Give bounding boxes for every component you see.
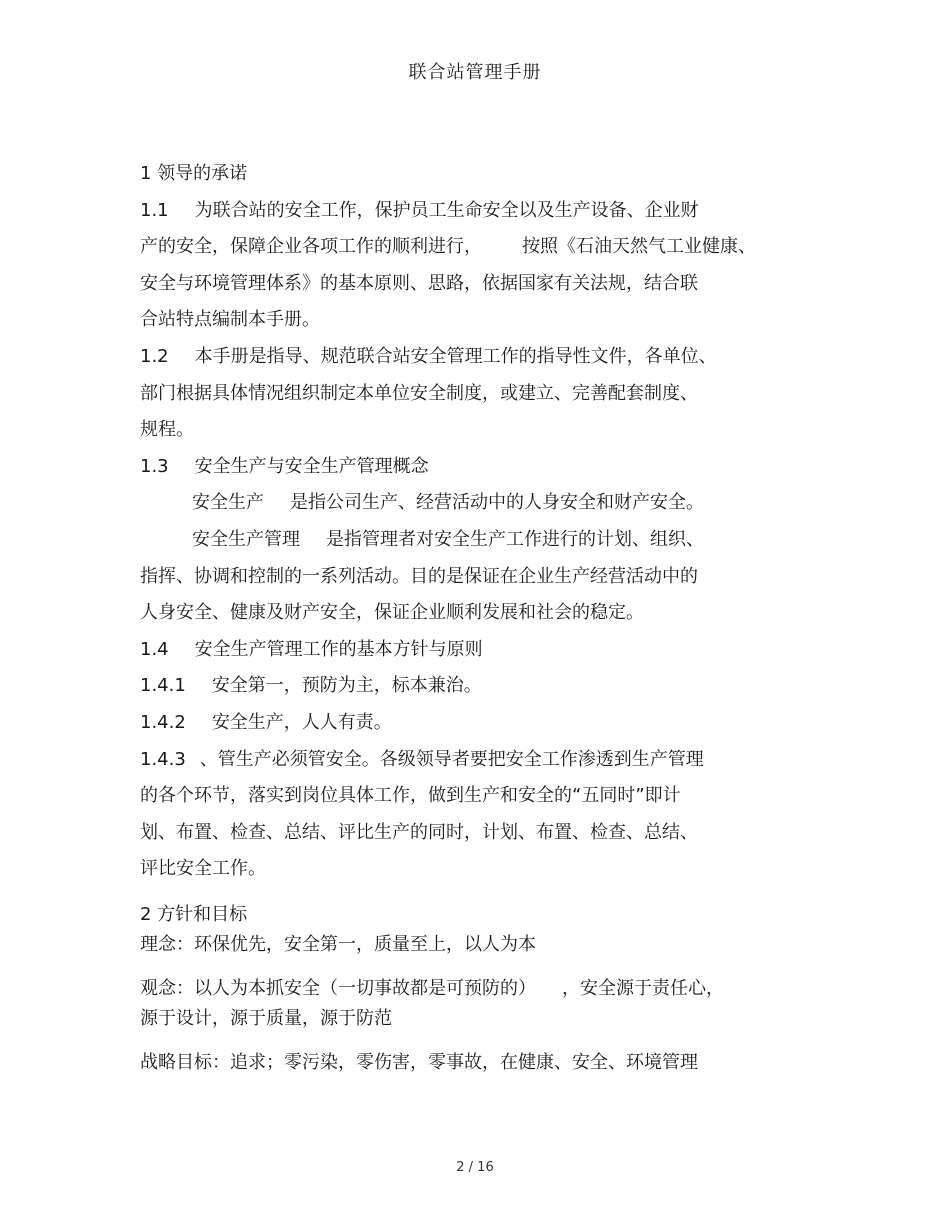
clause-1-4-3-line-2: 的各个环节，落实到岗位具体工作，做到生产和安全的“五同时”即计 (140, 785, 681, 807)
document-body (140, 156, 780, 1078)
clause-number: 1.4 (140, 638, 169, 660)
para-text: 安全生产管理工作的基本方针与原则 (194, 638, 483, 660)
clause-text: 、管生产必须管安全。各级领导者要把安全工作渗透到生产管理 (199, 748, 704, 770)
term: 安全生产管理 (192, 528, 300, 550)
definition: 是指公司生产、经营活动中的人身安全和财产安全。 (290, 492, 704, 514)
para-text: 产的安全，保障企业各项工作的顺利进行， (140, 236, 482, 258)
concept-text: ，安全源于责任心， (562, 977, 724, 999)
para-1-3-line-1 (140, 449, 780, 486)
term: 安全生产 (192, 492, 264, 514)
goal-line: 战略目标：追求；零污染，零伤害，零事故，在健康、安全、环境管理 (140, 1051, 698, 1073)
para-text: 为联合站的安全工作，保护员工生命安全以及生产设备、企业财 (194, 199, 699, 221)
clause-1-4-3 (140, 742, 780, 779)
clause-text: 安全生产，人人有责。 (211, 711, 392, 733)
idea-line: 理念：环保优先，安全第一，质量至上，以人为本 (140, 933, 536, 955)
para-1-1-line-2 (140, 229, 780, 266)
page-number: 2 / 16 (456, 1160, 494, 1175)
clause-1-4-1 (140, 668, 780, 705)
para-text: 本手册是指导、规范联合站安全管理工作的指导性文件，各单位、 (194, 345, 717, 367)
clause-number: 1.4.3 (140, 748, 186, 770)
section-1-heading: 1 领导的承诺 (140, 163, 248, 184)
clause-1-4-2 (140, 705, 780, 742)
definition-safety-management (140, 522, 780, 559)
document-title: 联合站管理手册 (408, 62, 542, 83)
concept-text: 观念：以人为本抓安全（一切事故都是可预防的） (140, 977, 536, 999)
para-1-3-line-5: 人身安全、健康及财产安全，保证企业顺利发展和社会的稳定。 (140, 602, 644, 624)
para-1-2-line-2: 部门根据具体情况组织制定本单位安全制度，或建立、完善配套制度、 (140, 382, 698, 404)
definition: 是指管理者对安全生产工作进行的计划、组织、 (326, 528, 704, 550)
para-1-3-line-4: 指挥、协调和控制的一系列活动。目的是保证在企业生产经营活动中的 (140, 565, 698, 587)
para-1-1-line-3: 安全与环境管理体系》的基本原则、思路，依据国家有关法规，结合联 (140, 272, 698, 294)
para-1-1-line-1 (140, 193, 780, 230)
clause-number: 1.2 (140, 345, 169, 367)
clause-number: 1.4.1 (140, 675, 186, 697)
para-1-2-line-3: 规程。 (140, 419, 194, 441)
clause-text: 安全第一，预防为主，标本兼治。 (211, 675, 482, 697)
clause-number: 1.4.2 (140, 711, 186, 733)
concept-line-2: 源于设计，源于质量，源于防范 (140, 1007, 392, 1029)
para-1-1-line-4: 合站特点编制本手册。 (140, 309, 320, 331)
para-1-2-line-1 (140, 339, 780, 376)
para-text: 安全生产与安全生产管理概念 (194, 455, 429, 477)
clause-1-4-3-line-3: 划、布置、检查、总结、评比生产的同时，计划、布置、检查、总结、 (140, 821, 698, 843)
clause-1-4-3-line-4: 评比安全工作。 (140, 858, 266, 880)
clause-number: 1.3 (140, 455, 169, 477)
concept-line-1 (140, 974, 780, 1004)
definition-safety-production (140, 485, 780, 522)
para-1-4-line-1 (140, 632, 780, 669)
section-2-heading: 2 方针和目标 (140, 903, 248, 925)
para-text: 按照《石油天然气工业健康、 (522, 236, 756, 258)
clause-number: 1.1 (140, 199, 169, 221)
